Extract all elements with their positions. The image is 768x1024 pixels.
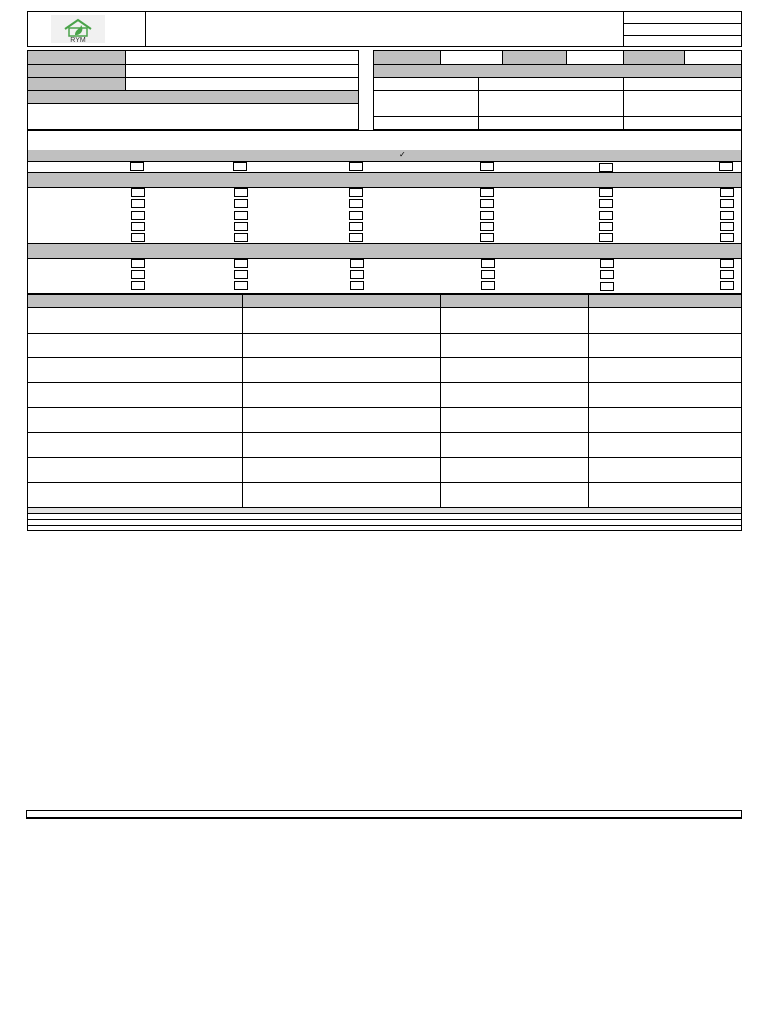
row-line — [373, 90, 742, 91]
option-checkbox[interactable] — [599, 188, 613, 197]
label-cell — [28, 78, 125, 90]
section-header-bar — [28, 91, 358, 103]
option-checkbox[interactable] — [480, 199, 494, 208]
option-checkbox[interactable] — [131, 199, 145, 208]
option-checkbox[interactable] — [349, 233, 363, 242]
option-checkbox[interactable] — [720, 222, 734, 231]
option-checkbox[interactable] — [131, 211, 145, 220]
col-line — [440, 50, 441, 64]
col-line — [588, 294, 589, 508]
label-cell — [28, 65, 125, 77]
option-checkbox[interactable] — [131, 270, 145, 279]
option-checkbox[interactable] — [720, 259, 734, 268]
option-checkbox[interactable] — [600, 282, 614, 291]
option-checkbox[interactable] — [350, 259, 364, 268]
header-row-line — [623, 23, 742, 24]
footer-row-line — [27, 519, 742, 520]
table-row-line — [27, 357, 742, 358]
option-checkbox[interactable] — [234, 270, 248, 279]
option-checkbox[interactable] — [480, 188, 494, 197]
option-checkbox[interactable] — [599, 163, 613, 172]
row-line — [27, 103, 359, 104]
option-checkbox[interactable] — [481, 259, 495, 268]
row-line — [373, 77, 742, 78]
col-line — [684, 50, 685, 64]
table-row-line — [27, 333, 742, 334]
check-mark: ✓ — [399, 150, 406, 159]
option-checkbox[interactable] — [131, 233, 145, 242]
row-line — [27, 77, 359, 78]
option-checkbox[interactable] — [234, 233, 248, 242]
table-header-row — [28, 295, 741, 307]
option-checkbox[interactable] — [599, 199, 613, 208]
row-line — [27, 64, 359, 65]
label-cell — [623, 51, 684, 64]
option-checkbox[interactable] — [599, 222, 613, 231]
footer-row-line — [27, 525, 742, 526]
option-checkbox[interactable] — [480, 162, 494, 171]
footer-row-line — [27, 513, 742, 514]
option-checkbox[interactable] — [350, 281, 364, 290]
option-checkbox[interactable] — [720, 199, 734, 208]
option-checkbox[interactable] — [234, 211, 248, 220]
option-checkbox[interactable] — [233, 162, 247, 171]
table-row-line — [27, 482, 742, 483]
option-checkbox[interactable] — [480, 211, 494, 220]
option-checkbox[interactable] — [599, 211, 613, 220]
col-line — [242, 294, 243, 508]
option-checkbox[interactable] — [130, 162, 144, 171]
house-leaf-icon — [51, 15, 105, 43]
option-checkbox[interactable] — [234, 281, 248, 290]
col-line — [623, 77, 624, 130]
detail-table — [27, 294, 742, 508]
label-divider — [125, 50, 126, 91]
option-checkbox[interactable] — [234, 199, 248, 208]
section-header-bar — [28, 173, 741, 187]
option-checkbox[interactable] — [480, 222, 494, 231]
option-checkbox[interactable] — [349, 199, 363, 208]
label-cell — [28, 51, 125, 64]
option-checkbox[interactable] — [131, 222, 145, 231]
table-row-line — [27, 307, 742, 308]
table-row-line — [27, 432, 742, 433]
header-row-line — [623, 35, 742, 36]
header-divider — [145, 11, 146, 47]
option-checkbox[interactable] — [720, 270, 734, 279]
company-logo — [51, 15, 105, 43]
option-checkbox[interactable] — [480, 233, 494, 242]
option-checkbox[interactable] — [481, 281, 495, 290]
col-line — [440, 294, 441, 508]
col-line — [623, 50, 624, 64]
option-checkbox[interactable] — [720, 211, 734, 220]
logo-brand-text: RYM — [70, 37, 86, 43]
col-line — [502, 50, 503, 64]
header-block — [27, 11, 742, 47]
option-checkbox[interactable] — [131, 188, 145, 197]
option-checkbox[interactable] — [720, 281, 734, 290]
option-checkbox[interactable] — [720, 233, 734, 242]
option-checkbox[interactable] — [599, 233, 613, 242]
option-checkbox[interactable] — [719, 162, 733, 171]
option-checkbox[interactable] — [600, 270, 614, 279]
option-checkbox[interactable] — [350, 270, 364, 279]
signature-bar — [26, 810, 742, 819]
option-checkbox[interactable] — [131, 259, 145, 268]
option-checkbox[interactable] — [234, 222, 248, 231]
label-cell — [374, 51, 440, 64]
section-header-bar — [28, 150, 741, 161]
option-checkbox[interactable] — [349, 162, 363, 171]
table-row-line — [27, 382, 742, 383]
row-line — [373, 116, 742, 117]
option-checkbox[interactable] — [234, 259, 248, 268]
option-checkbox[interactable] — [131, 281, 145, 290]
option-checkbox[interactable] — [720, 188, 734, 197]
label-cell — [502, 51, 566, 64]
header-divider — [623, 11, 624, 47]
option-checkbox[interactable] — [349, 211, 363, 220]
option-checkbox[interactable] — [234, 188, 248, 197]
option-checkbox[interactable] — [349, 188, 363, 197]
section-header-bar — [28, 244, 741, 258]
option-checkbox[interactable] — [349, 222, 363, 231]
section-header-bar — [374, 65, 741, 77]
table-row-line — [27, 457, 742, 458]
option-checkbox[interactable] — [600, 259, 614, 268]
table-row-line — [27, 407, 742, 408]
col-line — [566, 50, 567, 64]
option-checkbox[interactable] — [481, 270, 495, 279]
col-line — [478, 77, 479, 130]
